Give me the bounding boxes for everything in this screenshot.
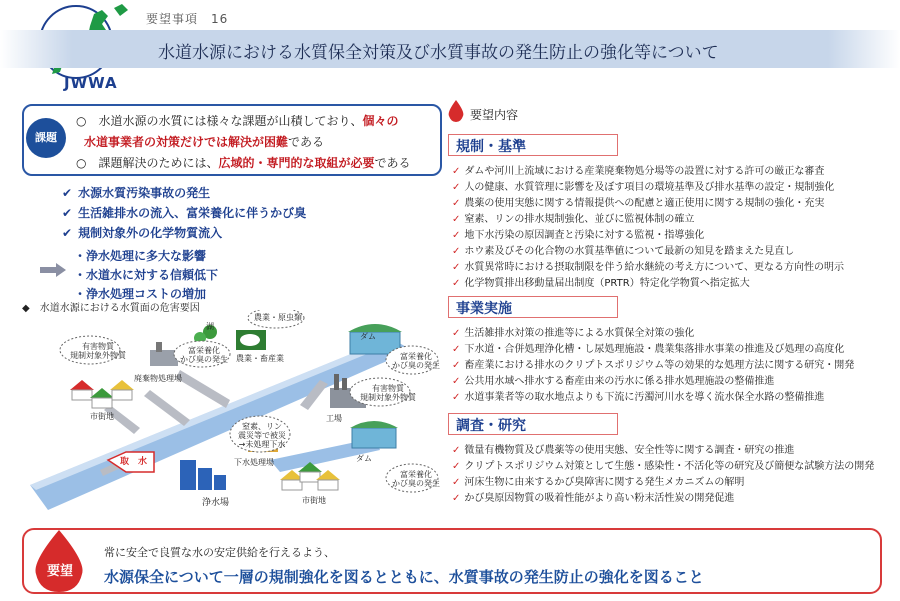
bullet-item bbox=[452, 210, 694, 225]
label-dam-2: ダム bbox=[356, 454, 372, 463]
effect-item: ・水道水に対する信頼低下 bbox=[74, 268, 219, 282]
bullet-item bbox=[452, 242, 794, 257]
bullet-item bbox=[452, 194, 824, 209]
bullet-text: 窒素、リンの排水規制強化、並びに監視体制の確立 bbox=[464, 214, 695, 225]
issue-line-3 bbox=[76, 154, 411, 171]
check-icon: ✓ bbox=[452, 360, 461, 371]
check-icon: ✓ bbox=[452, 493, 461, 504]
bullet-text: クリプトスポリジウム対策として生態・感染性・不活化等の研究及び簡便な試験方法の開発 bbox=[464, 461, 875, 472]
label-farm: 農業・原虫類 bbox=[254, 313, 302, 322]
cause-item bbox=[62, 204, 306, 221]
cause-item bbox=[62, 224, 222, 241]
issue-line-3-tail: である bbox=[374, 156, 411, 170]
label-lake: 湖 bbox=[206, 322, 214, 331]
bullet-item bbox=[452, 226, 704, 241]
label-factory: 工場 bbox=[326, 414, 342, 423]
demand-subtext: 常に安全で良質な水の安定供給を行えるよう、 bbox=[104, 546, 335, 559]
hazard-diagram bbox=[30, 310, 440, 525]
check-icon: ✓ bbox=[452, 246, 461, 257]
check-icon: ✓ bbox=[452, 182, 461, 193]
check-icon: ✓ bbox=[452, 344, 461, 355]
item-number: 要望事項 16 bbox=[146, 12, 229, 26]
logo-abbr: JWWA bbox=[64, 74, 118, 92]
cause-item bbox=[62, 184, 210, 201]
bullet-item bbox=[452, 340, 844, 355]
request-drop-icon bbox=[447, 100, 465, 122]
section-title-regulation: 規制・基準 bbox=[456, 139, 526, 155]
section-title-implementation: 事業実施 bbox=[456, 301, 512, 317]
bullet-item bbox=[452, 441, 794, 456]
demand-main-text: 水源保全について一層の規制強化を図るとともに、水質事故の発生防止の強化を図ること bbox=[104, 568, 704, 586]
check-icon: ✔ bbox=[62, 206, 73, 220]
check-icon: ✓ bbox=[452, 166, 461, 177]
issue-line-2-emphasis: 水道事業者の対策だけでは解決が困難 bbox=[84, 135, 289, 149]
check-icon: ✓ bbox=[452, 376, 461, 387]
label-city-1: 市街地 bbox=[90, 412, 114, 421]
bullet-item bbox=[452, 473, 744, 488]
effect-item: ・浄水処理に多大な影響 bbox=[74, 249, 207, 263]
bullet-text: かび臭原因物質の吸着性能がより高い粉末活性炭の開発促進 bbox=[464, 493, 735, 504]
bullet-text: 地下水汚染の原因調査と汚染に対する監視・指導強化 bbox=[464, 230, 705, 241]
bullet-item bbox=[452, 489, 734, 504]
cause-text: 規制対象外の化学物質流入 bbox=[78, 226, 223, 240]
check-icon: ✓ bbox=[452, 392, 461, 403]
label-intake: 取 水 bbox=[120, 457, 148, 467]
check-icon: ✔ bbox=[62, 226, 73, 240]
check-icon: ✓ bbox=[452, 461, 461, 472]
label-rivers: 窒素、リン 震災等で被災 →未処理下水 bbox=[238, 422, 286, 450]
bullet-text: 農薬の使用実態に関する情報提供への配慮と適正使用に関する規制の強化・充実 bbox=[464, 198, 825, 209]
check-icon: ✓ bbox=[452, 278, 461, 289]
bullet-item bbox=[452, 274, 750, 289]
label-chemical-factory: 有害物質 規制対象外物質 bbox=[360, 384, 416, 403]
bullet-item bbox=[452, 258, 844, 273]
bullet-item bbox=[452, 162, 824, 177]
bullet-text: 微量有機物質及び農薬等の使用実態、安全性等に関する調査・研究の推進 bbox=[464, 445, 795, 456]
check-icon: ✓ bbox=[452, 477, 461, 488]
check-icon: ✓ bbox=[452, 214, 461, 225]
right-arrow-icon bbox=[40, 263, 66, 277]
label-eutro-lake: 富栄養化 かび臭の発生 bbox=[180, 346, 228, 365]
cause-text: 水源水質汚染事故の発生 bbox=[78, 186, 211, 200]
label-waste-plant: 廃棄物処理場 bbox=[134, 374, 182, 383]
label-city-2: 市街地 bbox=[302, 496, 326, 505]
section-title-research: 調査・研究 bbox=[456, 418, 526, 434]
label-dam: ダム bbox=[360, 332, 376, 341]
bullet-item bbox=[452, 356, 854, 371]
check-icon: ✓ bbox=[452, 262, 461, 273]
bullet-text: 人の健康、水質管理に影響を及ぼす項目の環境基準及び排水基準の設定・規制強化 bbox=[464, 182, 835, 193]
label-purification: 浄水場 bbox=[202, 498, 230, 508]
bullet-text: 下水道・合併処理浄化槽・し尿処理施設・農業集落排水事業の推進及び処理の高度化 bbox=[464, 344, 845, 355]
bullet-text: 畜産業における排水のクリプトスポリジウム等の効果的な処理方法に関する研究・開発 bbox=[464, 360, 855, 371]
request-heading: 要望内容 bbox=[470, 108, 519, 122]
bullet-text: ホウ素及びその化合物の水質基準値について最新の知見を踏まえた見直し bbox=[464, 246, 795, 257]
page-title: 水道水源における水質保全対策及び水質事故の発生防止の強化等について bbox=[158, 43, 719, 63]
effect-item: ・浄水処理コストの増加 bbox=[74, 287, 207, 301]
issue-badge: 課題 bbox=[26, 118, 66, 158]
bullet-text: 生活雑排水対策の推進等による水質保全対策の強化 bbox=[464, 328, 695, 339]
issue-line-2 bbox=[76, 133, 324, 150]
issue-line-3-emphasis: 広域的・専門的な取組が必要 bbox=[218, 156, 375, 170]
check-icon: ✓ bbox=[452, 230, 461, 241]
issue-line-1-emphasis: 個々の bbox=[362, 114, 399, 128]
check-icon: ✓ bbox=[452, 445, 461, 456]
hazard-caption: ◆ 水道水源における水質面の危害要因 bbox=[22, 303, 200, 314]
label-eutro-dam1: 富栄養化 かび臭の発生 bbox=[392, 352, 440, 371]
bullet-text: 水質異常時における摂取制限を伴う給水継続の考え方について、更なる方向性の明示 bbox=[464, 262, 844, 273]
bullet-text: 河床生物に由来するかび臭障害に関する発生メカニズムの解明 bbox=[464, 477, 745, 488]
issue-line-3-text: ○ 課題解決のためには、 bbox=[76, 156, 219, 170]
check-icon: ✔ bbox=[62, 186, 73, 200]
bullet-item bbox=[452, 324, 694, 339]
issue-line-1 bbox=[76, 112, 399, 129]
check-icon: ✓ bbox=[452, 198, 461, 209]
bullet-item bbox=[452, 388, 824, 403]
demand-label: 要望 bbox=[46, 564, 73, 579]
bullet-text: 公共用水域へ排水する畜産由来の汚水に係る排水処理施設の整備推進 bbox=[464, 376, 775, 387]
label-sewage-plant: 下水処理場 bbox=[234, 458, 274, 467]
cause-text: 生活雑排水の流入、富栄養化に伴うかび臭 bbox=[78, 206, 307, 220]
issue-line-1-text: ○ 水道水源の水質には様々な課題が山積しており、 bbox=[76, 114, 363, 128]
bullet-text: 水道事業者等の取水地点よりも下流に汚濁河川水を導く流水保全水路の整備推進 bbox=[464, 392, 825, 403]
bullet-text: ダムや河川上流域における産業廃棄物処分場等の設置に対する許可の厳正な審査 bbox=[464, 166, 825, 177]
bullet-item bbox=[452, 372, 774, 387]
label-eutro-dam2: 富栄養化 かび臭の発生 bbox=[392, 470, 440, 489]
label-chemical-top: 有害物質 規制対象外物質 bbox=[70, 342, 126, 361]
check-icon: ✓ bbox=[452, 328, 461, 339]
bullet-item bbox=[452, 457, 874, 472]
bullet-text: 化学物質排出移動量届出制度（PRTR）特定化学物質へ指定拡大 bbox=[464, 278, 750, 289]
label-agri-livestock: 農業・畜産業 bbox=[236, 354, 284, 363]
issue-line-2-text: である bbox=[288, 135, 325, 149]
bullet-item bbox=[452, 178, 834, 193]
